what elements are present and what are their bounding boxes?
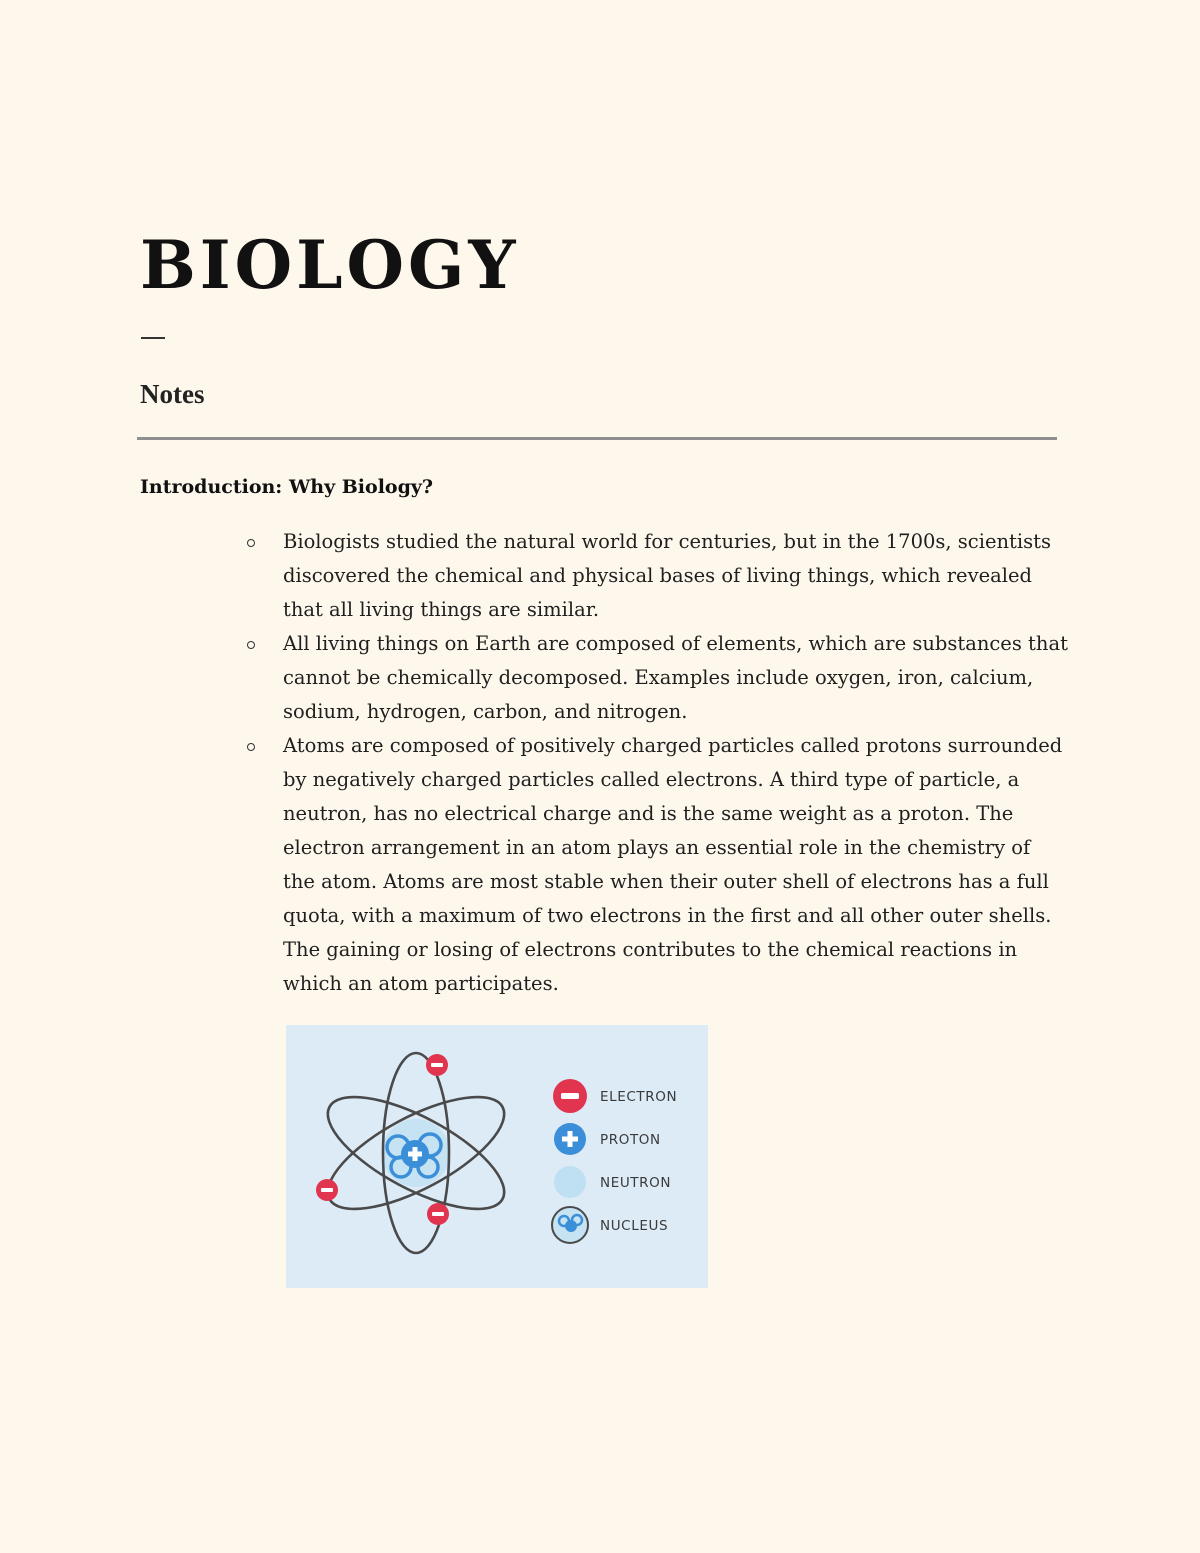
title-dash [141, 337, 165, 339]
bullet-list [283, 525, 1068, 1001]
horizontal-rule [137, 437, 1057, 440]
neutron-icon [554, 1166, 586, 1198]
page-title: BIOLOGY [140, 226, 520, 304]
legend-label-neutron: NEUTRON [600, 1175, 672, 1191]
hollow-bullet-icon [247, 539, 255, 547]
electron-icon [316, 1179, 338, 1201]
diagram-legend [552, 1079, 677, 1243]
legend-label-electron: ELECTRON [600, 1089, 678, 1105]
legend-label-nucleus: NUCLEUS [600, 1218, 669, 1234]
list-item-text: All living things on Earth are composed of elements, which are substances that cannot be chemically decomposed. Examples include oxygen, iron, calcium, sodium, hydrogen, carbon, and nitrogen. [283, 632, 1068, 723]
atom-illustration [313, 1053, 520, 1253]
electron-icon [427, 1203, 449, 1225]
list-item-text: Atoms are composed of positively charged particles called protons surrounded by negatively charged particles called electrons. A third type of particle, a neutron, has no electrical charge and is the same weight as a proton. The electron arrangement in an atom plays an essential role in the chemistry of the atom. Atoms are most stable when their outer shell of electrons has a full quota, with a maximum of two electrons in the first and all other outer shells. The gaining or losing of electrons contributes to the chemical reactions in which an atom participates. [283, 734, 1063, 995]
hollow-bullet-icon [247, 743, 255, 751]
electron-icon [553, 1079, 587, 1113]
list-item [283, 627, 1068, 729]
legend-label-proton: PROTON [600, 1132, 661, 1148]
section-heading: Introduction: Why Biology? [140, 476, 434, 498]
proton-icon [554, 1123, 586, 1155]
list-item [283, 729, 1068, 1001]
list-item [283, 525, 1068, 627]
electron-icon [426, 1054, 448, 1076]
nucleus-icon [552, 1207, 588, 1243]
list-item-text: Biologists studied the natural world for centuries, but in the 1700s, scientists discovered the chemical and physical bases of living things, which revealed that all living things are similar. [283, 530, 1051, 621]
atom-diagram [286, 1025, 708, 1288]
atom-diagram-figure [286, 1025, 708, 1288]
hollow-bullet-icon [247, 641, 255, 649]
page-subtitle: Notes [140, 379, 205, 409]
